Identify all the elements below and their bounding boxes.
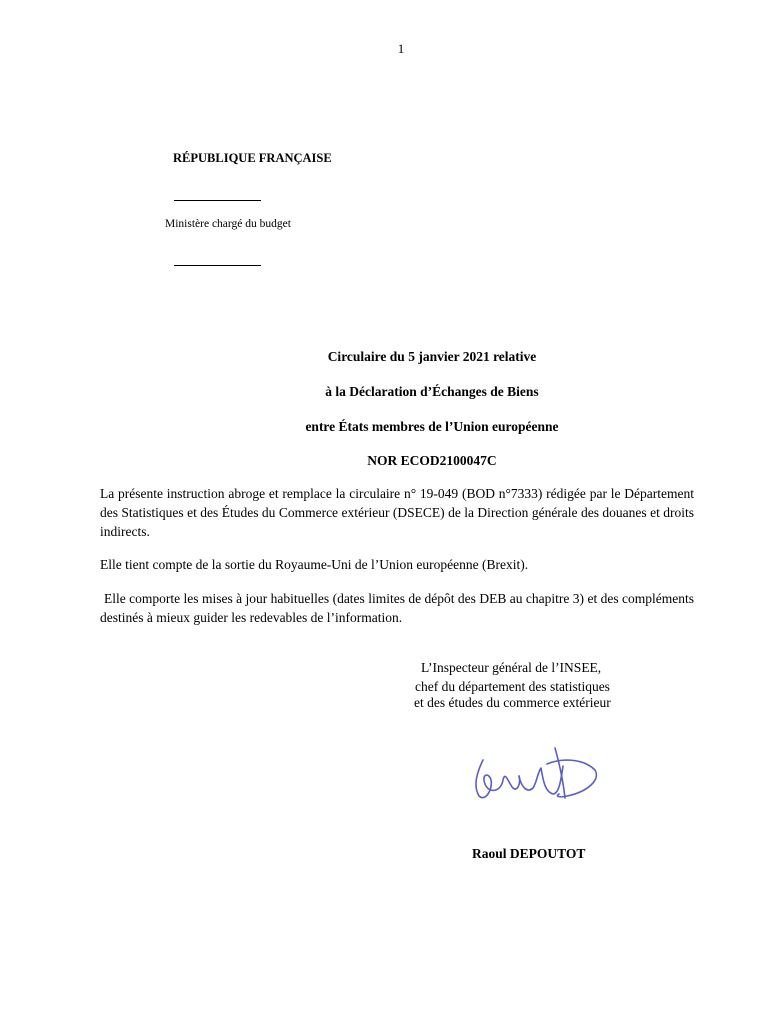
title-line-3: entre États membres de l’Union européenne: [305, 419, 559, 434]
signatory-title-line-2: chef du département des statistiques: [415, 679, 610, 694]
title-line-1: Circulaire du 5 janvier 2021 relative: [327, 349, 537, 364]
handwritten-signature-icon: [463, 740, 603, 804]
nor-reference: NOR ECOD2100047C: [367, 453, 497, 468]
body-paragraph-3: Elle comporte les mises à jour habituelles (dates limites de dépôt des DEB au chapitre 3) et des compléments destinés à mieux guider les redevables de l’information.: [100, 591, 694, 625]
title-line-2: à la Déclaration d’Échanges de Biens: [325, 384, 539, 399]
divider: [174, 200, 261, 201]
signatory-title-line-1: L’Inspecteur général de l’INSEE,: [421, 660, 602, 675]
divider: [174, 265, 261, 266]
signatory-title-line-3: et des études du commerce extérieur: [414, 695, 611, 710]
body-paragraph-1: La présente instruction abroge et remplace la circulaire n° 19-049 (BOD n°7333) rédigée par le Département des Statistiques et des Études du Commerce extérieur (DSECE) de la Direction générale des douanes et droits indirects.: [100, 486, 694, 539]
republic-heading: RÉPUBLIQUE FRANÇAISE: [173, 151, 332, 165]
signatory-name: Raoul DEPOUTOT: [472, 846, 586, 861]
ministry-label: Ministère chargé du budget: [165, 218, 291, 230]
body-paragraph-2: Elle tient compte de la sortie du Royaume-Uni de l’Union européenne (Brexit).: [100, 557, 529, 572]
page-number: 1: [397, 41, 405, 56]
